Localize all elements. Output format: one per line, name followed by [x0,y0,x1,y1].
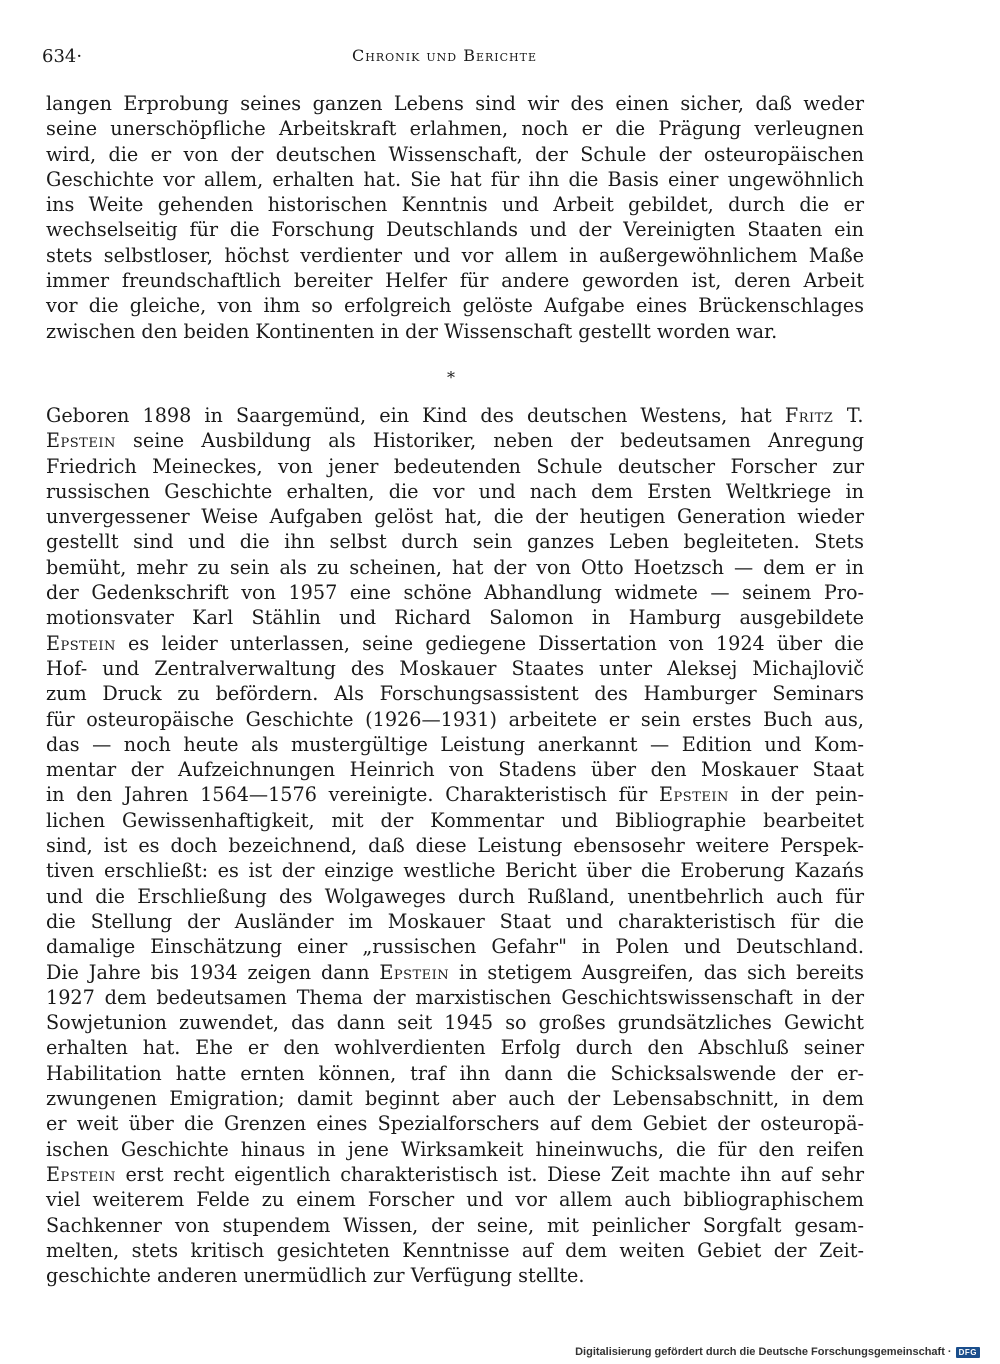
author-name: Epstein [379,960,450,984]
text-line: er weit über die Grenzen eines Spezialforschers auf dem Gebiet der osteuropä- [46,1112,864,1136]
text-line: russischen Geschichte erhalten, die vor und nach dem Ersten Weltkriege in [46,479,864,503]
author-name: Epstein [46,429,116,453]
page-number: 634· [42,46,83,67]
text-line: der Gedenkschrift von 1957 eine schöne Abhandlung widmete — seinem Pro- [46,581,864,605]
text-line: Epstein es leider unterlassen, seine gediegene Dissertation von 1924 über die [46,631,864,655]
footer-text: Digitalisierung gefördert durch die Deutsche Forschungsgemeinschaft · [575,1346,952,1358]
text-line: vor die gleiche, von ihm so erfolgreich gelöste Aufgabe eines Brückenschlages [46,294,864,318]
text-line: ischen Geschichte hinaus in jene Wirksamkeit hineinwuchs, die für den reifen [46,1137,864,1161]
text-line: stets selbstloser, höchst verdienter und vor allem in außergewöhnlichem Maße [46,243,864,267]
text-line: wird, die er von der deutschen Wissenschaft, der Schule der osteuropäischen [46,142,864,166]
digitization-footer [575,1346,980,1358]
text-line: Sowjetunion zuwendet, das dann seit 1945 so großes grundsätzliches Gewicht [46,1011,864,1035]
text-line: in den Jahren 1564—1576 vereinigte. Charakteristisch für Epstein in der pein- [46,783,864,807]
text-line: Habilitation hatte ernten können, traf ihn dann die Schicksalswende der er- [46,1061,864,1085]
text-line: viel weiterem Felde zu einem Forscher und vor allem auch bibliographischem [46,1188,864,1212]
text-line: wechselseitig für die Forschung Deutschlands und der Vereinigten Staaten ein [46,218,864,242]
paragraph-continuation [46,91,864,344]
author-name: Epstein [46,1162,116,1186]
text-line: erhalten hat. Ehe er den wohlverdienten Erfolg durch den Abschluß seiner [46,1036,864,1060]
text-line: geschichte anderen unermüdlich zur Verfügung stellte. [46,1264,585,1288]
author-name: Fritz T. [784,404,864,427]
text-line: Friedrich Meineckes, von jener bedeutenden Schule deutscher Forscher zur [46,454,864,478]
text-line: das — noch heute als mustergültige Leistung anerkannt — Edition und Kom- [46,732,864,756]
text-line: motionsvater Karl Stählin und Richard Salomon in Hamburg ausgebildete [46,606,864,630]
text-line: sind, ist es doch bezeichnend, daß diese Leistung ebensosehr weitere Perspek- [46,834,864,858]
text-line: unvergessener Weise Aufgaben gelöst hat, die der heutigen Generation wieder [46,505,864,529]
text-line: für osteuropäische Geschichte (1926—1931) arbeitete er sein erstes Buch aus, [46,707,864,731]
text-line: Epstein seine Ausbildung als Historiker, neben der bedeutsamen Anregung [46,429,864,453]
text-line: seine unerschöpfliche Arbeitskraft erlahmen, noch er die Prägung verleugnen [46,117,864,141]
text-line: ins Weite gehenden historischen Kenntnis und Arbeit gebildet, durch die er [46,193,864,217]
text-line: Geschichte vor allem, erhalten hat. Sie hat für ihn die Basis einer ungewöhnlich [46,167,864,191]
text-line: und die Erschließung des Wolgaweges durch Rußland, unentbehrlich auch für [46,884,864,908]
author-name: Epstein [659,783,729,807]
text-line: zwischen den beiden Kontinenten in der Wissenschaft gestellt worden war. [46,319,778,343]
author-name: Epstein [46,631,116,655]
dfg-logo-icon: DFG [956,1347,980,1358]
text-line: Geboren 1898 in Saargemünd, ein Kind des deutschen Westens, hat Fritz T. [46,404,864,427]
text-line: mentar der Aufzeichnungen Heinrich von Stadens über den Moskauer Staat [46,758,864,782]
paragraph-epstein-biography [46,403,864,1288]
text-line: die Stellung der Ausländer im Moskauer Staat und charakteristisch für die [46,909,864,933]
text-line: melten, stets kritisch gesichteten Kenntnisse auf dem weiten Gebiet der Zeit- [46,1238,864,1262]
text-line: lichen Gewissenhaftigkeit, mit der Kommentar und Bibliographie bearbeitet [46,808,864,832]
text-line: Hof- und Zentralverwaltung des Moskauer Staates unter Aleksej Michajlovič [46,656,864,680]
text-line: langen Erprobung seines ganzen Lebens sind wir des einen sicher, daß weder [46,92,864,115]
text-line: zwungenen Emigration; damit beginnt aber auch der Lebensabschnitt, in dem [46,1087,864,1111]
section-separator: * [447,368,455,387]
text-line: zum Druck zu befördern. Als Forschungsassistent des Hamburger Seminars [46,682,864,706]
text-line: immer freundschaftlich bereiter Helfer für andere geworden ist, deren Arbeit [46,269,864,293]
running-header: Chronik und Berichte [352,46,538,65]
text-line: Epstein erst recht eigentlich charakteristisch ist. Diese Zeit machte ihn auf sehr [46,1162,864,1186]
text-line: Sachkenner von stupendem Wissen, der seine, mit peinlicher Sorgfalt gesam- [46,1213,864,1237]
text-line: gestellt sind und die ihn selbst durch sein ganzes Leben begleiteten. Stets [46,530,864,554]
text-line: 1927 dem bedeutsamen Thema der marxistischen Geschichtswissenschaft in der [46,985,864,1009]
text-line: damalige Einschätzung einer „russischen Gefahr" in Polen und Deutschland. [46,935,864,959]
text-line: tiven erschließt: es ist der einzige westliche Bericht über die Eroberung Kazańs [46,859,864,883]
text-line: Die Jahre bis 1934 zeigen dann Epstein in stetigem Ausgreifen, das sich bereits [46,960,864,984]
text-line: bemüht, mehr zu sein als zu scheinen, hat der von Otto Hoetzsch — dem er in [46,555,864,579]
